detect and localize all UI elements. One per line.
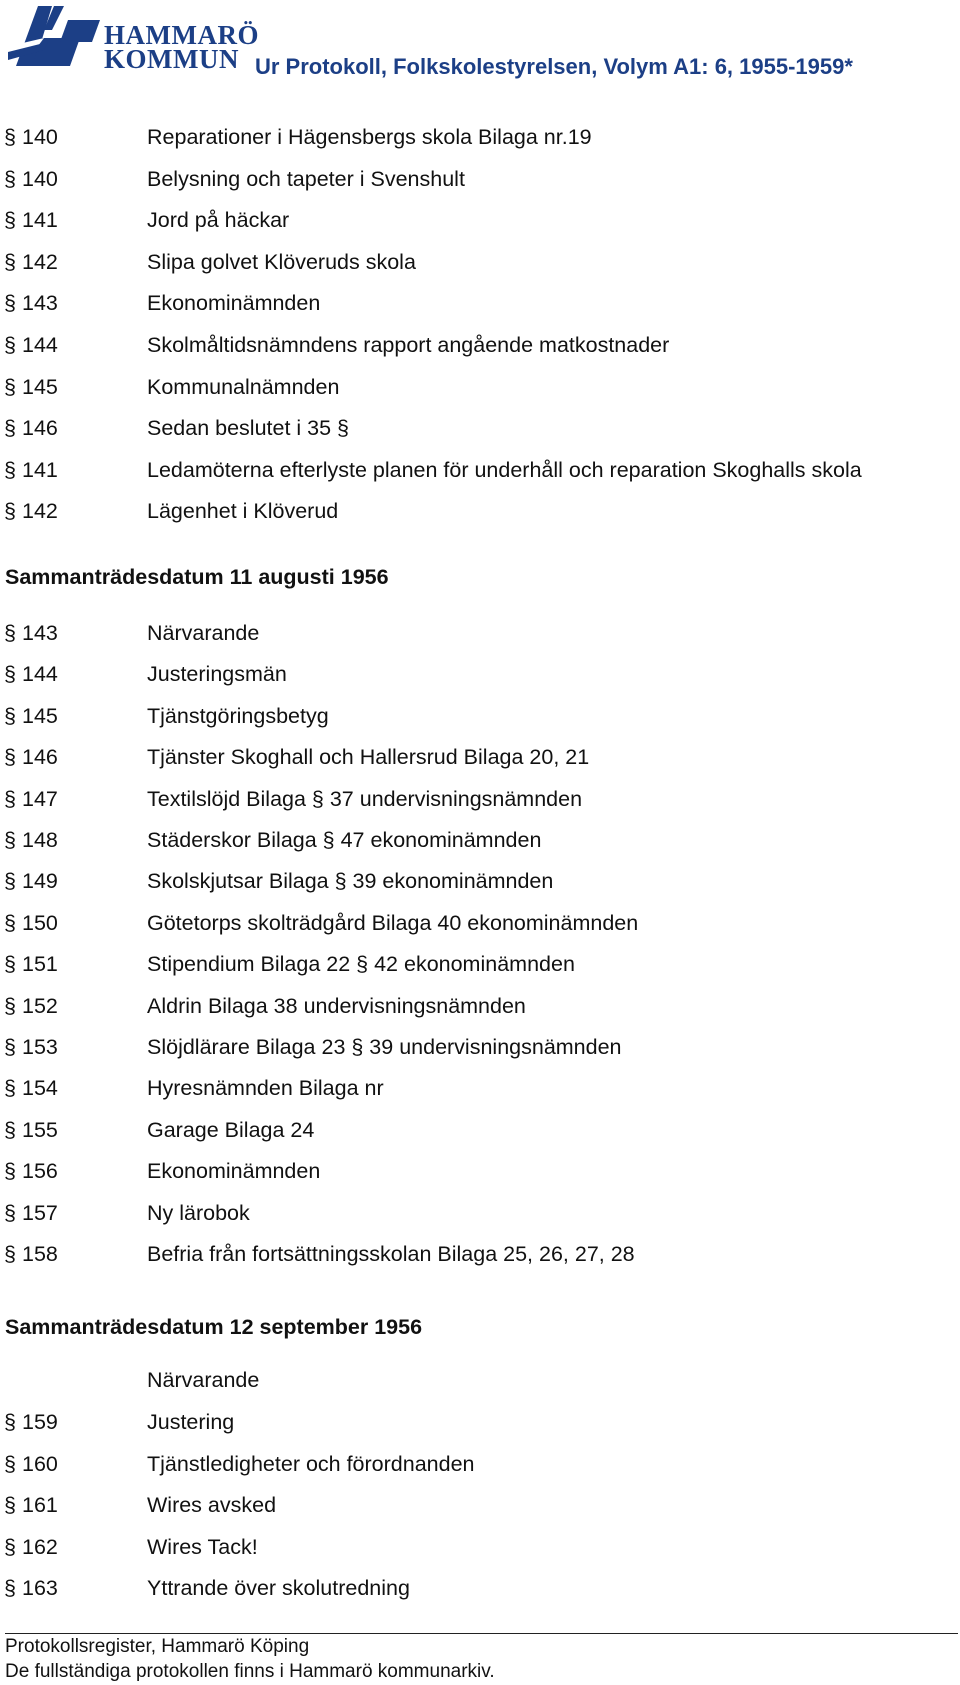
section-symbol: §	[4, 208, 16, 233]
list-item	[0, 1159, 960, 1193]
logo-text-line1: HAMMARÖ	[104, 20, 259, 50]
section-symbol: §	[4, 1035, 16, 1059]
list-item	[0, 704, 960, 738]
section-symbol: §	[4, 1576, 16, 1600]
list-item	[0, 250, 960, 284]
paragraph-number: 160	[22, 1451, 58, 1476]
paragraph-title: Tjänstgöringsbetyg	[147, 703, 329, 728]
list-item	[0, 1410, 960, 1444]
page-header	[0, 0, 960, 90]
paragraph-title: Tjänster Skoghall och Hallersrud Bilaga 20, 21	[147, 745, 590, 770]
paragraph-title: Kommunalnämnden	[147, 374, 340, 399]
section-symbol: §	[4, 910, 16, 935]
paragraph-title: Befria från fortsättningsskolan Bilaga 25, 26, 27, 28	[147, 1242, 635, 1266]
logo-text-line2: KOMMUN	[104, 44, 239, 74]
list-item	[0, 1576, 960, 1610]
paragraph-title: Justering	[147, 1410, 235, 1434]
list-item	[0, 1452, 960, 1486]
list-item	[0, 787, 960, 821]
section-heading-11-augusti-1956: Sammanträdesdatum 11 augusti 1956	[5, 565, 389, 589]
paragraph-number: 143	[22, 621, 58, 645]
paragraph-number: 143	[22, 291, 58, 316]
paragraph-number: 151	[22, 952, 58, 977]
section-symbol: §	[4, 1200, 16, 1225]
paragraph-title: Ekonominämnden	[147, 291, 321, 316]
attendance-text: Närvarande	[147, 1368, 260, 1392]
paragraph-title: Justeringsmän	[147, 662, 287, 687]
paragraph-number: 144	[22, 662, 58, 687]
paragraph-number: 144	[22, 333, 58, 357]
paragraph-number: 156	[22, 1159, 58, 1184]
paragraph-title: Textilslöjd Bilaga § 37 undervisningsnämnden	[147, 786, 583, 811]
paragraph-title: Yttrande över skolutredning	[147, 1576, 410, 1600]
section-symbol: §	[4, 291, 16, 316]
hammaro-logo	[8, 2, 259, 76]
attendance-row	[0, 1368, 960, 1402]
paragraph-title: Götetorps skolträdgård Bilaga 40 ekonominämnden	[147, 910, 639, 935]
section-symbol: §	[4, 869, 16, 894]
paragraph-title: Reparationer i Hägensbergs skola Bilaga nr.19	[147, 125, 592, 149]
list-item	[0, 745, 960, 779]
section-symbol: §	[4, 249, 16, 274]
paragraph-number: 140	[22, 166, 58, 191]
section-symbol: §	[4, 333, 16, 357]
section-symbol: §	[4, 828, 16, 852]
section-symbol: §	[4, 1493, 16, 1517]
section-symbol: §	[4, 1534, 16, 1559]
list-item	[0, 1201, 960, 1235]
paragraph-number: 161	[22, 1493, 58, 1517]
section-symbol: §	[4, 621, 16, 645]
list-item	[0, 1118, 960, 1152]
section-symbol: §	[4, 1242, 16, 1266]
list-item	[0, 1493, 960, 1527]
section-symbol: §	[4, 1076, 16, 1101]
paragraph-number: 155	[22, 1117, 58, 1142]
paragraph-title: Ny lärobok	[147, 1200, 250, 1225]
paragraph-number: 142	[22, 499, 58, 524]
list-item	[0, 499, 960, 533]
list-item	[0, 662, 960, 696]
paragraph-number: 157	[22, 1200, 58, 1225]
list-item	[0, 952, 960, 986]
paragraph-number: 150	[22, 910, 58, 935]
section-symbol: §	[4, 499, 16, 524]
paragraph-number: 145	[22, 374, 58, 399]
paragraph-title: Wires Tack!	[147, 1534, 258, 1559]
section-symbol: §	[4, 745, 16, 770]
paragraph-title: Skolmåltidsnämndens rapport angående matkostnader	[147, 333, 670, 357]
list-item	[0, 1076, 960, 1110]
list-item	[0, 208, 960, 242]
list-item	[0, 911, 960, 945]
section-symbol: §	[4, 1410, 16, 1434]
paragraph-title: Slipa golvet Klöveruds skola	[147, 249, 416, 274]
list-item	[0, 869, 960, 903]
list-item	[0, 458, 960, 492]
list-item	[0, 291, 960, 325]
section-heading-12-september-1956: Sammanträdesdatum 12 september 1956	[5, 1315, 423, 1339]
paragraph-number: 146	[22, 416, 58, 441]
section-symbol: §	[4, 993, 16, 1018]
list-item	[0, 1035, 960, 1069]
paragraph-title: Belysning och tapeter i Svenshult	[147, 166, 465, 191]
paragraph-number: 154	[22, 1076, 58, 1101]
paragraph-title: Ekonominämnden	[147, 1159, 321, 1184]
paragraph-number: 147	[22, 786, 58, 811]
paragraph-number: 159	[22, 1410, 58, 1434]
paragraph-title: Ledamöterna efterlyste planen för underhåll och reparation Skoghalls skola	[147, 457, 862, 482]
paragraph-title: Aldrin Bilaga 38 undervisningsnämnden	[147, 993, 526, 1018]
section-symbol: §	[4, 952, 16, 977]
paragraph-title: Wires avsked	[147, 1493, 277, 1517]
section-symbol: §	[4, 166, 16, 191]
section-symbol: §	[4, 416, 16, 441]
section-symbol: §	[4, 703, 16, 728]
paragraph-number: 146	[22, 745, 58, 770]
section-symbol: §	[4, 1451, 16, 1476]
paragraph-title: Garage Bilaga 24	[147, 1117, 315, 1142]
paragraph-number: 162	[22, 1534, 58, 1559]
list-item	[0, 1242, 960, 1276]
paragraph-number: 163	[22, 1576, 58, 1600]
list-item	[0, 375, 960, 409]
paragraph-title: Stipendium Bilaga 22 § 42 ekonominämnden	[147, 952, 575, 977]
paragraph-number: 142	[22, 249, 58, 274]
list-item	[0, 167, 960, 201]
hammaro-logo-icon	[8, 2, 104, 72]
paragraph-title: Tjänstledigheter och förordnanden	[147, 1451, 475, 1476]
paragraph-number: 149	[22, 869, 58, 894]
paragraph-title: Skolskjutsar Bilaga § 39 ekonominämnden	[147, 869, 554, 894]
list-item	[0, 994, 960, 1028]
paragraph-number: 145	[22, 703, 58, 728]
list-item	[0, 125, 960, 159]
paragraph-title: Lägenhet i Klöverud	[147, 499, 339, 524]
footer-line-2: De fullständiga protokollen finns i Hammarö kommunarkiv.	[5, 1661, 495, 1682]
list-item	[0, 333, 960, 367]
paragraph-title: Hyresnämnden Bilaga nr	[147, 1076, 384, 1101]
paragraph-number: 141	[22, 457, 58, 482]
list-item	[0, 416, 960, 450]
list-item	[0, 1535, 960, 1569]
paragraph-title: Närvarande	[147, 621, 260, 645]
paragraph-title: Slöjdlärare Bilaga 23 § 39 undervisningsnämnden	[147, 1035, 622, 1059]
section-symbol: §	[4, 457, 16, 482]
section-symbol: §	[4, 786, 16, 811]
paragraph-number: 140	[22, 125, 58, 149]
paragraph-title: Jord på häckar	[147, 208, 290, 233]
section-symbol: §	[4, 662, 16, 687]
section-symbol: §	[4, 125, 16, 149]
paragraph-number: 148	[22, 828, 58, 852]
section-symbol: §	[4, 1117, 16, 1142]
section-symbol: §	[4, 1159, 16, 1184]
list-item	[0, 828, 960, 862]
paragraph-number: 141	[22, 208, 58, 233]
paragraph-number: 153	[22, 1035, 58, 1059]
footer-line-1: Protokollsregister, Hammarö Köping	[5, 1636, 310, 1657]
document-title: Ur Protokoll, Folkskolestyrelsen, Volym A1: 6, 1955-1959*	[255, 54, 853, 79]
section-symbol: §	[4, 374, 16, 399]
paragraph-number: 152	[22, 993, 58, 1018]
paragraph-title: Städerskor Bilaga § 47 ekonominämnden	[147, 828, 542, 852]
paragraph-number: 158	[22, 1242, 58, 1266]
paragraph-title: Sedan beslutet i 35 §	[147, 416, 350, 441]
list-item	[0, 621, 960, 655]
footer-divider	[5, 1633, 958, 1634]
